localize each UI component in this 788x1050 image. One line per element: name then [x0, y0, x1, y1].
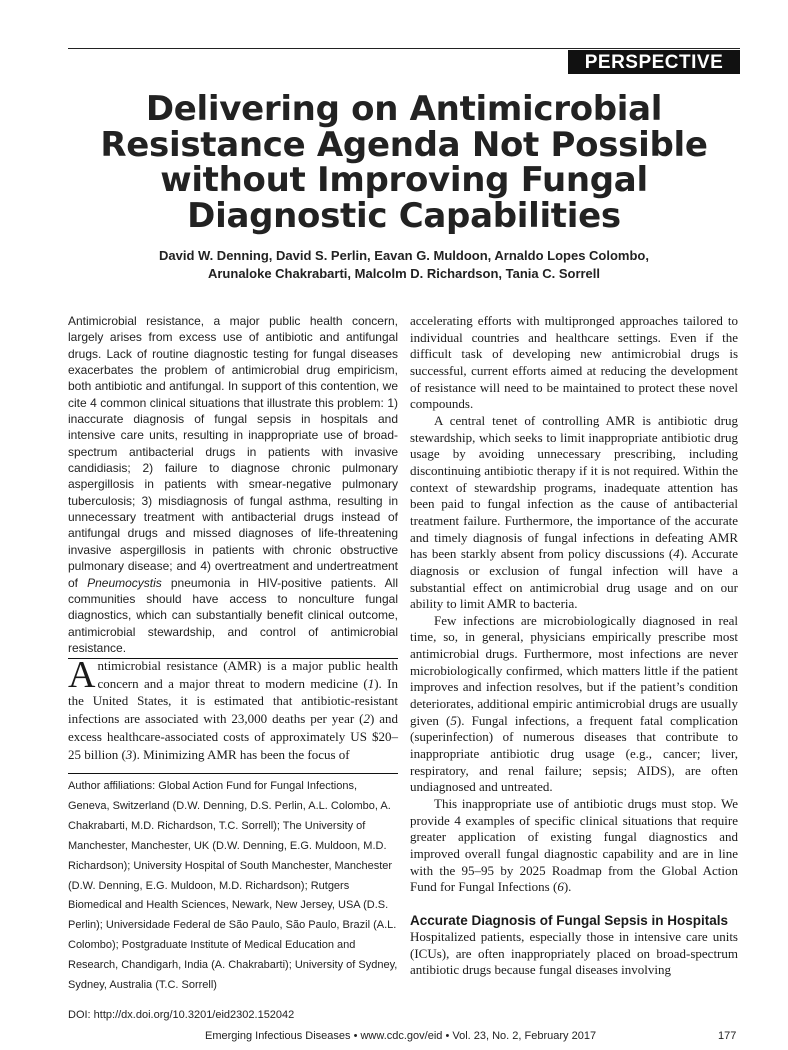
- article-title: Delivering on Antimicrobial Resistance Agenda Not Possible without Improving Fungal Diagnostic Capabilities: [100, 89, 708, 236]
- body-text: ) and excess healthcare-associated costs of approximately US $20–25 billion (: [68, 711, 398, 762]
- right-column: [410, 313, 738, 979]
- doi-link[interactable]: DOI: http://dx.doi.org/10.3201/eid2302.152042: [68, 1008, 295, 1021]
- paragraph: [410, 796, 738, 896]
- section-heading: Accurate Diagnosis of Fungal Sepsis in Hospitals: [410, 912, 729, 928]
- authors: [68, 247, 740, 283]
- body-text: ). Fungal infections, a frequent fatal complication (superinfection) of numerous diseases that contribute to inappropriate antibiotic drug usage (e.g., cancer; liver, respiratory, and renal failure; sepsis; AIDS), are often undiagnosed and untreated.: [410, 712, 738, 795]
- authors-line: Arunaloke Chakrabarti, Malcolm D. Richardson, Tania C. Sorrell: [207, 266, 601, 281]
- reference-link[interactable]: 3: [125, 746, 133, 762]
- body-text: ). In the United States, it is estimated that antibiotic-resistant infections are associated with 23,000 deaths per year (: [68, 675, 398, 727]
- affiliations-footnote: [68, 773, 398, 1026]
- authors-line: David W. Denning, David S. Perlin, Eavan G. Muldoon, Arnaldo Lopes Colombo,: [159, 248, 649, 263]
- drop-cap: A: [68, 654, 96, 696]
- reference-link[interactable]: 1: [367, 675, 375, 691]
- body-text: ). Minimizing AMR has been the focus of: [132, 746, 350, 762]
- reference-link[interactable]: 2: [363, 711, 370, 727]
- reference-link[interactable]: 6: [557, 879, 564, 895]
- top-rule: [68, 48, 740, 49]
- body-text: ). Accurate diagnosis or exclusion of fungal infection will have a substantial effect on antimicrobial drug usage and on our ability to limit AMR to bacteria.: [410, 546, 738, 612]
- reference-link[interactable]: 4: [673, 546, 680, 562]
- abstract-italic: Pneumocystis: [87, 575, 162, 590]
- body-text: Few infections are microbiologically diagnosed in real time, so, in general, physicians empirically prescribe most antimicrobial drugs. Furthermore, most infections are never microbiologically confirmed, which matters little if the patient improves and infection resolves, but if the patient’s condition deteriorates, additional empiric antimicrobial drugs are usually given (: [410, 612, 738, 728]
- paragraph: [410, 613, 738, 796]
- paragraph: [410, 413, 738, 613]
- abstract-text: pneumonia in HIV-positive patients. All communities should have access to nonculture fungal diagnostics, which can substantially benefit clinical outcome, antimicrobial stewardship, and control of antimicrobial resistance.: [68, 575, 398, 655]
- body-text: ntimicrobial resistance (AMR) is a major public health concern and a major threat to modern medicine (: [97, 658, 398, 691]
- page-number: 177: [718, 1030, 737, 1042]
- paragraph: Hospitalized patients, especially those in intensive care units (ICUs), are often inappropriately placed on broad-spectrum antibiotic drugs because fungal diseases involving: [410, 928, 738, 978]
- body-text: A central tenet of controlling AMR is antibiotic drug stewardship, which seeks to limit inappropriate antibiotic drug usage by avoiding unnecessary prescribing, including discontinuing antibiotic therapy if it is not required. Within the context of stewardship programs, inadequate attention has been paid to fungal infection as the cause of antibacterial treatment failure. Furthermore, the importance of the accurate and timely diagnosis of fungal infections in defeating AMR has been starkly absent from policy discussions (: [410, 412, 738, 562]
- abstract-text: Antimicrobial resistance, a major public health concern, largely arises from excess use of antibiotic and antifungal drugs. Lack of routine diagnostic testing for fungal diseases exacerbates the problem of antimicrobial drug empiricism, both antibiotic and antifungal. In support of this contention, we cite 4 common clinical situations that illustrate this problem: 1) inaccurate diagnosis of fungal sepsis in hospitals and intensive care units, resulting in inappropriate use of broad-spectrum antibacterial drugs in patients with invasive candidiasis; 2) failure to diagnose chronic pulmonary aspergillosis in patients with smear-negative pulmonary tuberculosis; 3) misdiagnosis of fungal asthma, resulting in unnecessary treatment with antibacterial drugs instead of antifungal drugs and missed diagnoses of life-threatening invasive aspergillosis in patients with chronic obstructive pulmonary disease; and 4) overtreatment and undertreatment of: [68, 314, 398, 590]
- body-text: This inappropriate use of antibiotic drugs must stop. We provide 4 examples of specific clinical situations that require greater application of existing fungal diagnostics and improved overall fungal diagnostic capability and are in line with the 95–95 by 2025 Roadmap from the Global Action Fund for Fungal Infections (: [410, 796, 738, 895]
- body-text: ).: [563, 879, 572, 895]
- journal-citation: Emerging Infectious Diseases • www.cdc.gov/eid • Vol. 23, No. 2, February 2017: [205, 1030, 597, 1042]
- affiliations: Author affiliations: Global Action Fund for Fungal Infections, Geneva, Switzerland (D.W. Denning, D.S. Perlin, A.L. Colombo, A. Chakrabarti, M.D. Richardson, T.C. Sorrell); The University of Manchester, Manchester, UK (D.W. Denning, E.G. Muldoon, M.D. Richardson); University Hospital of South Manchester, Manchester (D.W. Denning, E.G. Muldoon, M.D. Richardson); Rutgers Biomedical and Health Sciences, Newark, New Jersey, USA (D.S. Perlin); Universidade Federal de São Paulo, São Paulo, Brazil (A.L. Colombo); Postgraduate Institute of Medical Education and Research, Chandigarh, India (A. Chakrabarti); University of Sydney, Sydney, Australia (T.C. Sorrell): [68, 780, 398, 992]
- section-badge: PERSPECTIVE: [568, 50, 740, 74]
- intro-paragraph: [68, 654, 398, 763]
- reference-link[interactable]: 5: [450, 712, 457, 728]
- paragraph: accelerating efforts with multipronged approaches tailored to individual countries and healthcare settings. Even if the difficult task of developing new antimicrobial drugs is successful, current efforts aimed at reducing the development of resistance will need to be maintained to protect these novel compounds.: [410, 313, 738, 412]
- abstract: [68, 313, 398, 659]
